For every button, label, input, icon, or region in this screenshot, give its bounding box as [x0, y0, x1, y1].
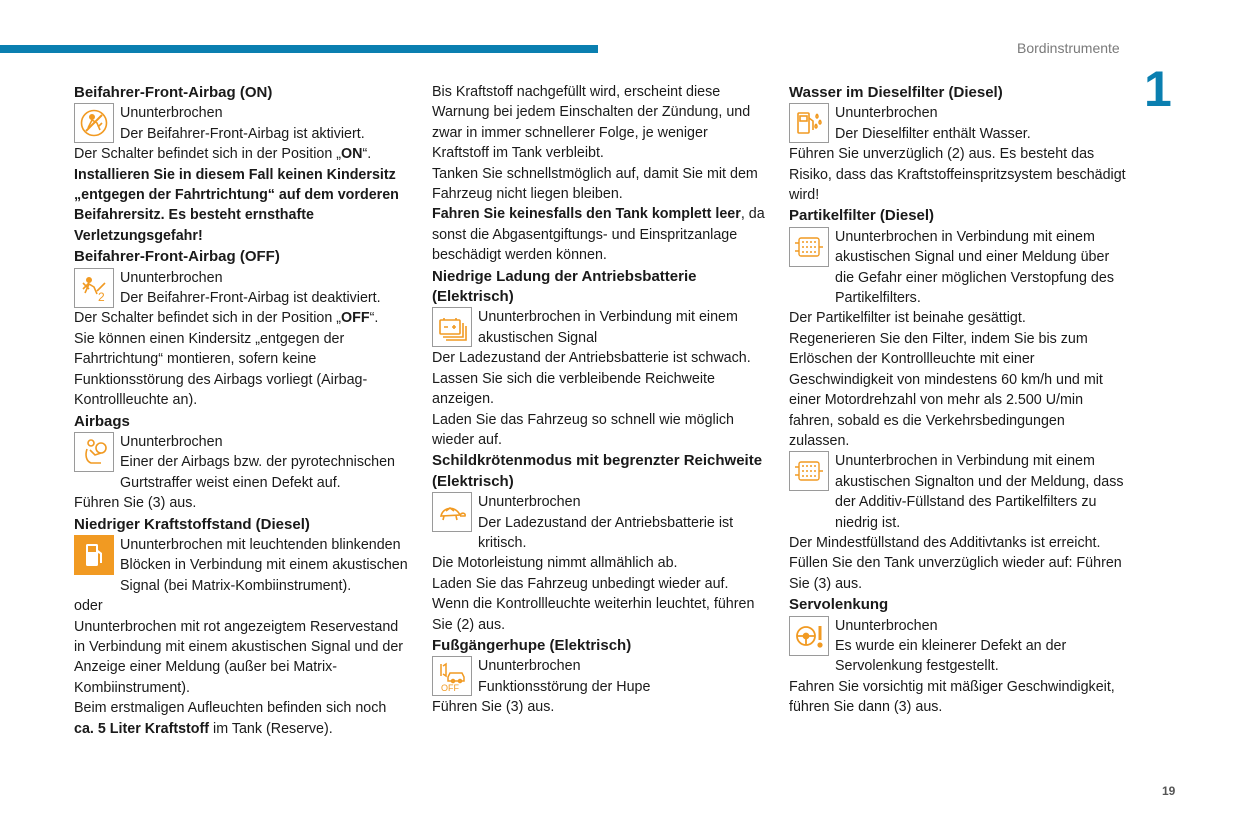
body-text: Führen Sie unverzüglich (2) aus. Es besteht das Risiko, dass das Kraftstoffeinspritzsystem beschädigt wird!	[789, 146, 1126, 204]
warning-entry: Ununterbrochen Einer der Airbags bzw. der pyrotechnischen Gurtstraffer weist einen Defekt auf.	[74, 432, 409, 493]
water-in-fuel-icon	[789, 103, 829, 143]
warning-text: Installieren Sie in diesem Fall keinen Kindersitz „entgegen der Fahrtrichtung“ auf dem vorderen Beifahrersitz. Es besteht ernsthafte Verletzungsgefahr!	[74, 166, 399, 244]
warning-entry: Ununterbrochen in Verbindung mit einem akustischen Signal	[432, 307, 767, 348]
warning-entry: 2 Ununterbrochen Der Beifahrer-Front-Airbag ist deaktiviert.	[74, 268, 409, 309]
column-2	[432, 82, 767, 718]
body-text: Fahren Sie vorsichtig mit mäßiger Geschwindigkeit, führen Sie dann (3) aus.	[789, 678, 1115, 716]
heading-low-fuel: Niedriger Kraftstoffstand (Diesel)	[74, 515, 310, 533]
warning-entry: Ununterbrochen in Verbindung mit einem akustischen Signalton und der Meldung, dass der Additiv-Füllstand des Partikelfilters zu niedrig ist.	[789, 451, 1129, 533]
steering-wheel-warning-icon	[789, 616, 829, 656]
warning-entry: Ununterbrochen in Verbindung mit einem akustischen Signal und einer Meldung über die Gefahr einer möglichen Verstopfung des Partikelfilters.	[789, 227, 1129, 309]
body-text: Sie können einen Kindersitz „entgegen der Fahrtrichtung“ montieren, sofern keine Funktionsstörung des Airbags vorliegt (Airbag-Kontrollleuchte an).	[74, 330, 368, 409]
column-3	[789, 82, 1129, 718]
warning-entry: Ununterbrochen Es wurde ein kleinerer Defekt an der Servolenkung festgestellt.	[789, 616, 1129, 677]
warning-entry: Ununterbrochen Der Dieselfilter enthält Wasser.	[789, 103, 1129, 144]
heading-power-steering: Servolenkung	[789, 596, 889, 614]
heading-turtle-mode: Schildkrötenmodus mit begrenzter Reichweite (Elektrisch)	[432, 452, 763, 490]
turtle-icon	[432, 492, 472, 532]
fuel-pump-icon	[74, 535, 114, 575]
svg-text:2: 2	[98, 289, 105, 304]
body-text: Beim erstmaligen Aufleuchten befinden sich noch ca. 5 Liter Kraftstoff im Tank (Reserve).	[74, 700, 387, 737]
body-text: Wenn die Kontrollleuchte weiterhin leuchtet, führen Sie (2) aus.	[432, 596, 755, 633]
warning-entry: Ununterbrochen mit leuchtenden blinkenden Blöcken in Verbindung mit einem akustischen Signal (bei Matrix-Kombiinstrument).	[74, 535, 409, 596]
heading-airbags: Airbags	[74, 412, 130, 430]
page-number: 19	[1162, 784, 1176, 798]
airbag-on-icon	[74, 103, 114, 143]
body-text: Füllen Sie den Tank unverzüglich wieder auf: Führen Sie (3) aus.	[789, 555, 1122, 592]
body-text: Der Ladezustand der Antriebsbatterie ist schwach.	[432, 350, 751, 367]
warning-entry: OFF Ununterbrochen Funktionsstörung der Hupe	[432, 656, 767, 697]
heading-low-battery: Niedrige Ladung der Antriebsbatterie (Elektrisch)	[432, 267, 697, 306]
airbag-off-icon	[74, 268, 114, 308]
body-text: Die Motorleistung nimmt allmählich ab.	[432, 555, 678, 572]
body-text: Tanken Sie schnellstmöglich auf, damit Sie mit dem Fahrzeug nicht liegen bleiben.	[432, 165, 758, 203]
body-text: Der Mindestfüllstand des Additivtanks ist erreicht.	[789, 534, 1101, 551]
heading-water-diesel-filter: Wasser im Dieselfilter (Diesel)	[789, 84, 1003, 101]
column-1	[74, 82, 409, 739]
body-text: Führen Sie (3) aus.	[432, 699, 555, 716]
warning-entry: Ununterbrochen Der Ladezustand der Antriebsbatterie ist kritisch.	[432, 492, 767, 553]
heading-pedestrian-horn: Fußgängerhupe (Elektrisch)	[432, 636, 632, 654]
body-text: Der Partikelfilter ist beinahe gesättigt.	[789, 310, 1026, 327]
warning-entry: Ununterbrochen Der Beifahrer-Front-Airbag ist aktiviert.	[74, 103, 409, 144]
section-title: Bordinstrumente	[1017, 40, 1120, 56]
body-text: oder	[74, 598, 103, 615]
body-text: Der Schalter befindet sich in der Position „OFF“.	[74, 310, 379, 327]
particle-filter-icon	[789, 227, 829, 267]
body-text: Fahren Sie keinesfalls den Tank komplett leer, da sonst die Abgasentgiftungs- und Einspritzanlage beschädigt werden können.	[432, 206, 765, 264]
svg-text:OFF: OFF	[441, 683, 459, 694]
body-text: Ununterbrochen mit rot angezeigtem Reservestand in Verbindung mit einem akustischen Signal und der Anzeige einer Meldung (außer bei Matrix-Kombiinstrument).	[74, 618, 404, 696]
battery-icon	[432, 307, 472, 347]
body-text: Der Schalter befindet sich in der Position „ON“.	[74, 146, 372, 163]
body-text: Bis Kraftstoff nachgefüllt wird, erscheint diese Warnung bei jedem Einschalten der Zündung, und zwar in immer schnellerer Folge, je weniger Kraftstoff im Tank verbleibt.	[432, 84, 751, 162]
body-text: Laden Sie das Fahrzeug unbedingt wieder auf.	[432, 575, 729, 592]
chapter-number: 1	[1144, 61, 1172, 117]
heading-particle-filter: Partikelfilter (Diesel)	[789, 207, 935, 225]
body-text: Regenerieren Sie den Filter, indem Sie bis zum Erlöschen der Kontrollleuchte mit einer Geschwindigkeit von mindestens 60 km/h und mit einer Motordrehzahl von mehr als 2.500 U/min fahren, sobald es die Verkehrsbedingungen zulassen.	[789, 330, 1103, 449]
header-accent-bar	[0, 45, 598, 53]
heading-passenger-airbag-off: Beifahrer-Front-Airbag (OFF)	[74, 248, 280, 266]
body-text: Führen Sie (3) aus.	[74, 495, 197, 512]
body-text: Lassen Sie sich die verbleibende Reichweite anzeigen.	[432, 370, 715, 408]
seat-airbag-icon	[74, 432, 114, 472]
body-text: Laden Sie das Fahrzeug so schnell wie möglich wieder auf.	[432, 411, 734, 448]
pedestrian-horn-off-icon	[432, 656, 472, 696]
particle-filter-additive-icon	[789, 451, 829, 491]
heading-passenger-airbag-on: Beifahrer-Front-Airbag (ON)	[74, 84, 273, 101]
